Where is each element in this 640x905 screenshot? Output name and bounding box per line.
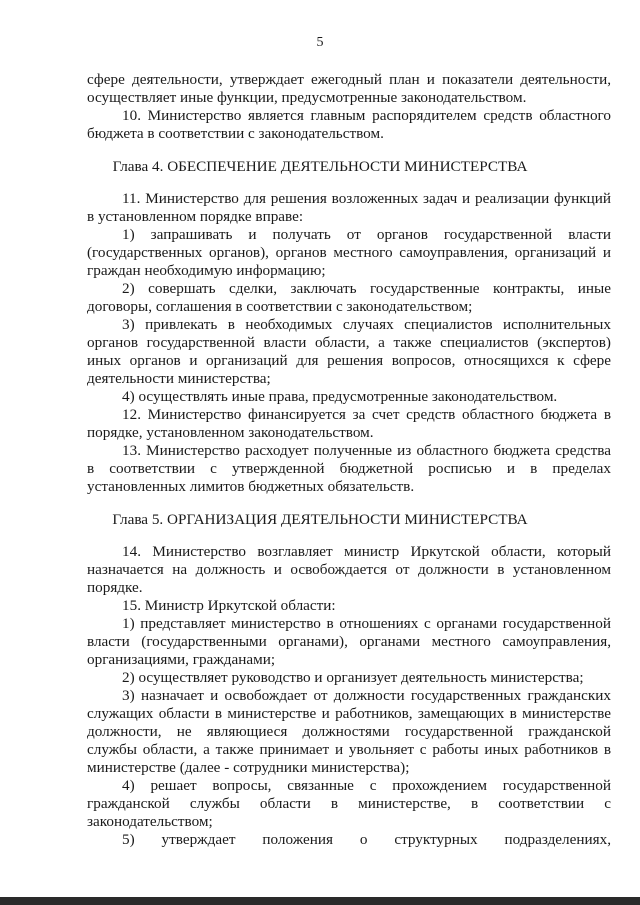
text-line: органов государственной власти области, а также специалистов (экспертов) (87, 334, 611, 351)
text-line: гражданской службы области в министерстве, в соответствии с (87, 795, 611, 812)
text-line: 11. Министерство для решения возложенных задач и реализации функций (122, 190, 611, 207)
chapter-heading: Глава 4. ОБЕСПЕЧЕНИЕ ДЕЯТЕЛЬНОСТИ МИНИСТЕРСТВА (112, 158, 528, 175)
text-line: 5) утверждает положения о структурных подразделениях, (122, 831, 611, 848)
text-line: (государственных органов), органов местного самоуправления, организаций и (87, 244, 611, 261)
text-line: службы области, а также принимает и увольняет с работы иных работников в (87, 741, 611, 758)
text-line: бюджета в соответствии с законодательством. (87, 125, 384, 142)
text-line: 15. Министр Иркутской области: (122, 597, 336, 614)
text-line: 2) осуществляет руководство и организует деятельность министерства; (122, 669, 584, 686)
text-line: договоры, соглашения в соответствии с законодательством; (87, 298, 473, 315)
text-line: иных органов и организаций для решения вопросов, относящихся к сфере (87, 352, 611, 369)
scan-bottom-edge (0, 897, 640, 905)
text-line: 3) назначает и освобождает от должности государственных гражданских (122, 687, 611, 704)
text-line: 2) совершать сделки, заключать государственные контракты, иные (122, 280, 611, 297)
text-line: 4) осуществлять иные права, предусмотренные законодательством. (122, 388, 558, 405)
page-number: 5 (316, 35, 324, 50)
text-line: осуществляет иные функции, предусмотренные законодательством. (87, 89, 527, 106)
text-line: порядке, установленном законодательством. (87, 424, 374, 441)
text-line: граждан необходимую информацию; (87, 262, 326, 279)
text-line: в соответствии с утвержденной бюджетной росписью и в пределах (87, 460, 611, 477)
text-line: 10. Министерство является главным распорядителем средств областного (122, 107, 611, 124)
text-line: в установленном порядке вправе: (87, 208, 304, 225)
text-line: порядке. (87, 579, 143, 596)
text-line: 14. Министерство возглавляет министр Иркутской области, который (122, 543, 611, 560)
text-line: служащих области в министерстве и работников, замещающих в министерстве (87, 705, 611, 722)
text-line: должности, не являющиеся должностями государственной гражданской (87, 723, 611, 740)
text-line: 3) привлекать в необходимых случаях специалистов исполнительных (122, 316, 611, 333)
text-line: министерстве (далее - сотрудники министерства); (87, 759, 410, 776)
text-line: 4) решает вопросы, связанные с прохождением государственной (122, 777, 611, 794)
text-line: власти (государственными органами), органами местного самоуправления, (87, 633, 611, 650)
text-line: сфере деятельности, утверждает ежегодный план и показатели деятельности, (87, 71, 611, 88)
text-line: назначается на должность и освобождается от должности в установленном (87, 561, 611, 578)
text-line: законодательством; (87, 813, 213, 830)
text-line: 1) запрашивать и получать от органов государственной власти (122, 226, 611, 243)
chapter-heading: Глава 5. ОРГАНИЗАЦИЯ ДЕЯТЕЛЬНОСТИ МИНИСТЕРСТВА (112, 511, 528, 528)
text-line: 13. Министерство расходует полученные из областного бюджета средства (122, 442, 611, 459)
text-line: деятельности министерства; (87, 370, 271, 387)
text-line: организациями, гражданами; (87, 651, 276, 668)
text-line: 12. Министерство финансируется за счет средств областного бюджета в (122, 406, 611, 423)
text-line: 1) представляет министерство в отношениях с органами государственной (122, 615, 611, 632)
text-line: установленных лимитов бюджетных обязательств. (87, 478, 415, 495)
